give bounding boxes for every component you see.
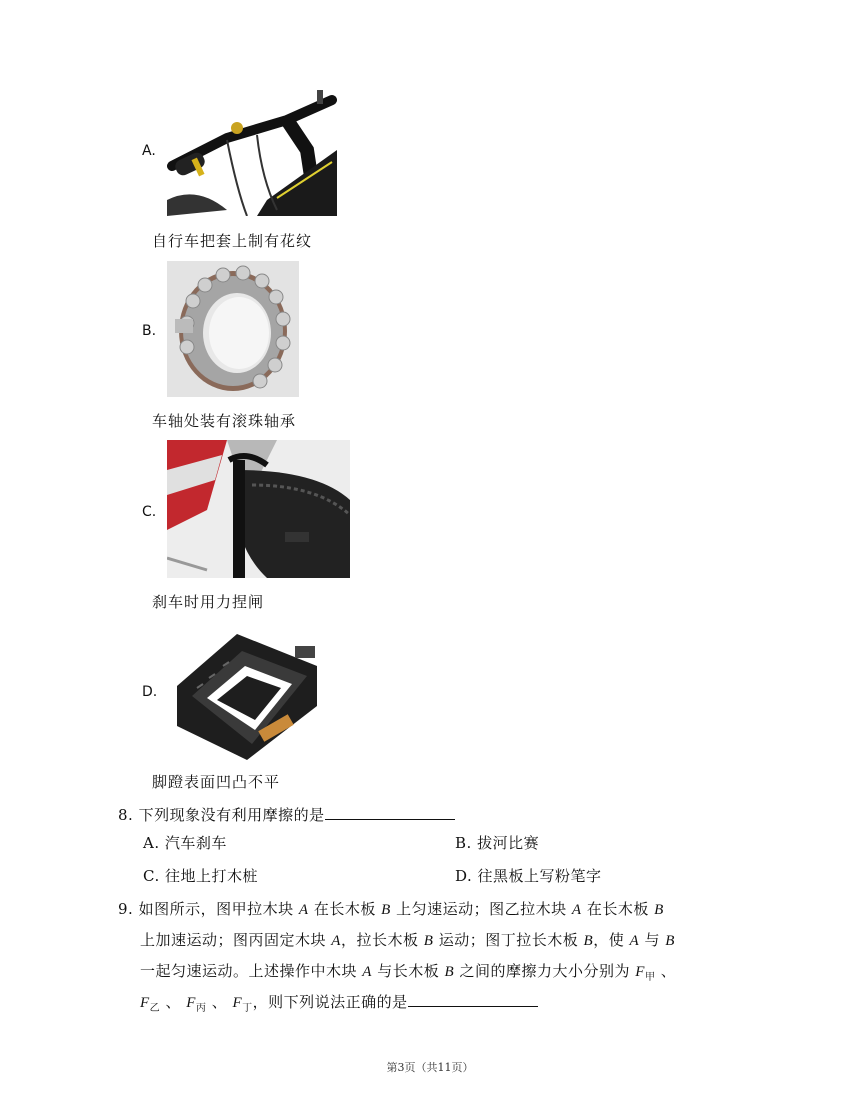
question-9-line-1 [118, 894, 664, 926]
option-d-caption: 脚蹬表面凹凸不平 [152, 773, 281, 791]
q8-option-a-letter: A. [143, 834, 160, 852]
q9-text: ，使 [593, 931, 625, 949]
option-c-caption: 刹车时用力捏闸 [152, 593, 265, 611]
var-f: F [186, 995, 196, 1011]
option-a-caption: 自行车把套上制有花纹 [152, 232, 313, 250]
q8-option-d-letter: D. [455, 867, 473, 885]
option-b-caption: 车轴处装有滚珠轴承 [152, 412, 297, 430]
var-b: B [583, 933, 594, 949]
q8-option-a-text: 汽车刹车 [164, 834, 227, 852]
var-b: B [444, 964, 455, 980]
var-b: B [665, 933, 675, 949]
question-8-number: 8. [118, 806, 134, 824]
bicycle-brake-photo [167, 440, 350, 578]
question-9-number: 9. [118, 900, 134, 918]
question-9-line-2 [140, 925, 675, 957]
question-8-text: 下列现象没有利用摩擦的是 [138, 806, 325, 824]
q8-option-b[interactable] [455, 828, 539, 859]
var-a: A [629, 933, 640, 949]
q9-text: 之间的摩擦力大小分别为 [459, 962, 631, 980]
var-b: B [381, 902, 391, 918]
var-a: A [298, 902, 309, 918]
subscript-ding: 丁 [242, 1003, 253, 1014]
q8-option-b-text: 拔河比赛 [477, 834, 540, 852]
question-8-stem [118, 800, 455, 831]
q9-text: 在长木板 [313, 900, 376, 918]
option-b-letter: B. [142, 323, 157, 339]
var-b: B [423, 933, 434, 949]
subscript-jia: 甲 [644, 972, 656, 983]
q9-text: 运动；图丁拉长木板 [438, 931, 579, 949]
q9-text: 一起匀速运动。上述操作中木块 [140, 962, 358, 980]
subscript-bing: 丙 [195, 1003, 207, 1014]
option-a-letter: A. [142, 143, 156, 159]
answer-blank-8[interactable] [325, 803, 455, 820]
var-a: A [362, 964, 372, 980]
q8-option-c-text: 往地上打木桩 [165, 867, 259, 885]
var-f: F [232, 995, 243, 1011]
var-a: A [331, 933, 341, 949]
q8-option-c[interactable] [143, 861, 258, 892]
bicycle-pedal-photo [167, 626, 325, 762]
separator: 、 [660, 962, 677, 980]
var-b: B [654, 902, 664, 918]
answer-blank-9[interactable] [408, 990, 538, 1007]
question-9-line-4 [140, 987, 538, 1024]
var-a: A [571, 902, 582, 918]
bicycle-handlebar-photo [167, 80, 337, 216]
q8-option-d[interactable] [455, 861, 602, 892]
q8-option-c-letter: C. [143, 867, 160, 885]
q9-text: ，拉长木板 [340, 931, 419, 949]
q9-text: ，则下列说法正确的是 [252, 993, 408, 1011]
subscript-yi: 乙 [149, 1003, 161, 1014]
ball-bearing-photo [167, 261, 299, 397]
q9-text: 上匀速运动；图乙拉木块 [396, 900, 567, 918]
q9-text: 上加速运动；图丙固定木块 [140, 931, 327, 949]
q9-text: 如图所示，图甲拉木块 [138, 900, 294, 918]
q8-option-d-text: 往黑板上写粉笔字 [477, 867, 602, 885]
q9-text: 与长木板 [377, 962, 440, 980]
var-f: F [140, 995, 150, 1011]
q8-option-a[interactable] [143, 828, 227, 859]
q9-text: 与 [644, 931, 660, 949]
q9-text: 在长木板 [586, 900, 649, 918]
separator: 、 [165, 993, 181, 1011]
option-c-letter: C. [142, 504, 157, 520]
q8-option-b-letter: B. [455, 834, 472, 852]
option-d-letter: D. [142, 684, 158, 700]
separator: 、 [211, 993, 228, 1011]
var-f: F [635, 964, 645, 980]
page-footer: 第3页（共11页） [386, 1061, 474, 1074]
